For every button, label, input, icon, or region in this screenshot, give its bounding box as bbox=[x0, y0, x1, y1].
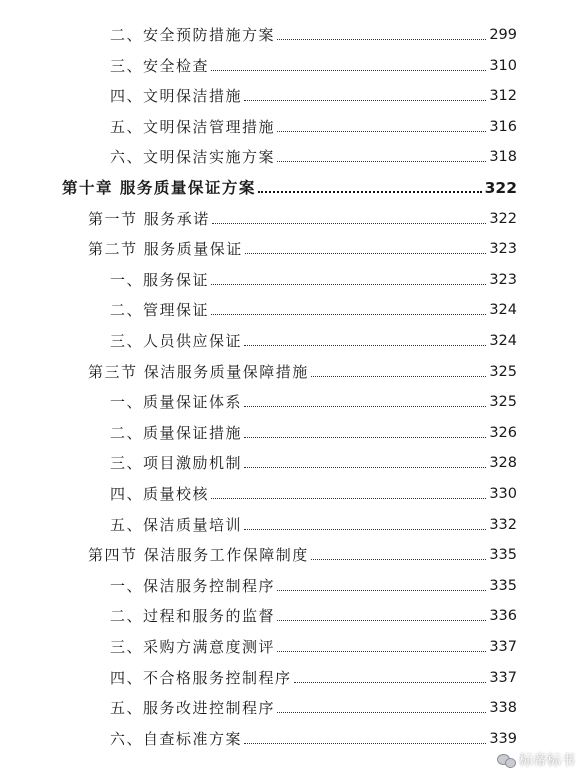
toc-entry-title: 一、保洁服务控制程序 bbox=[110, 576, 276, 595]
toc-page-number: 310 bbox=[489, 57, 517, 74]
toc-entry-title: 二、过程和服务的监督 bbox=[110, 607, 276, 626]
toc-dot-leader bbox=[258, 191, 482, 193]
toc-page-number: 325 bbox=[489, 394, 517, 411]
toc-entry-title: 三、人员供应保证 bbox=[110, 332, 243, 350]
toc-entry-title: 四、文明保洁措施 bbox=[110, 87, 243, 106]
toc-subsection-entry[interactable] bbox=[110, 52, 517, 76]
toc-entry-title: 二、管理保证 bbox=[110, 301, 210, 320]
toc-subsection-entry[interactable] bbox=[110, 388, 517, 412]
watermark bbox=[497, 750, 575, 770]
toc-entry-title: 五、保洁质量培训 bbox=[110, 515, 243, 534]
toc-entry-title: 二、安全预防措施方案 bbox=[110, 26, 276, 44]
toc-subsection-entry[interactable] bbox=[110, 480, 517, 504]
toc-entry-title: 三、项目激励机制 bbox=[110, 454, 243, 473]
toc-entry-title: 五、服务改进控制程序 bbox=[110, 699, 276, 718]
toc-page-number: 299 bbox=[489, 27, 517, 43]
toc-entry-title: 六、文明保洁实施方案 bbox=[110, 148, 276, 167]
toc-dot-leader bbox=[277, 131, 486, 132]
toc-entry-title: 一、质量保证体系 bbox=[110, 393, 243, 412]
toc-entry-title: 第四节 保洁服务工作保障制度 bbox=[88, 546, 309, 565]
toc-dot-leader bbox=[244, 529, 486, 530]
toc-page-number: 322 bbox=[489, 210, 517, 227]
toc-dot-leader bbox=[244, 100, 486, 101]
toc-dot-leader bbox=[294, 682, 487, 683]
toc-subsection-entry[interactable] bbox=[110, 296, 517, 320]
toc-subsection-entry[interactable] bbox=[110, 511, 517, 535]
toc-page-number: 338 bbox=[489, 700, 517, 717]
toc-page-number: 328 bbox=[489, 455, 517, 472]
toc-dot-leader bbox=[277, 161, 486, 162]
wechat-icon bbox=[497, 753, 515, 767]
toc-dot-leader bbox=[244, 406, 486, 407]
toc-subsection-entry[interactable] bbox=[110, 694, 517, 718]
toc-entry-title: 五、文明保洁管理措施 bbox=[110, 117, 276, 136]
toc-page-number: 323 bbox=[489, 271, 517, 288]
toc-dot-leader bbox=[244, 437, 486, 438]
toc-entry-title: 二、质量保证措施 bbox=[110, 423, 243, 442]
toc-subsection-entry[interactable] bbox=[110, 21, 517, 45]
toc-page-number: 332 bbox=[489, 516, 517, 533]
toc-page-number: 326 bbox=[489, 424, 517, 441]
toc-dot-leader bbox=[211, 498, 486, 499]
toc-section-entry[interactable] bbox=[88, 358, 517, 382]
toc-page-number: 323 bbox=[489, 241, 517, 258]
toc-entry-title: 四、质量校核 bbox=[110, 485, 210, 503]
toc-entry-title: 第二节 服务质量保证 bbox=[88, 240, 243, 259]
toc-dot-leader bbox=[211, 70, 486, 71]
toc-dot-leader bbox=[277, 620, 486, 621]
toc-page-number: 335 bbox=[489, 577, 517, 594]
toc-dot-leader bbox=[211, 314, 486, 315]
toc-subsection-entry[interactable] bbox=[110, 664, 517, 688]
toc-subsection-entry[interactable] bbox=[110, 633, 517, 657]
toc-page-number: 336 bbox=[489, 608, 517, 625]
toc-dot-leader bbox=[277, 39, 486, 40]
toc-entry-title: 四、不合格服务控制程序 bbox=[110, 668, 292, 687]
toc-dot-leader bbox=[244, 743, 486, 744]
toc-entry-title: 第一节 服务承诺 bbox=[88, 209, 210, 228]
toc-dot-leader bbox=[311, 559, 487, 560]
toc-page-number: 318 bbox=[489, 149, 517, 166]
toc-page-number: 337 bbox=[489, 639, 517, 655]
toc-section-entry[interactable] bbox=[88, 541, 517, 565]
toc-page-number: 324 bbox=[489, 333, 517, 349]
toc-dot-leader bbox=[277, 590, 486, 591]
toc-page-number: 325 bbox=[489, 363, 517, 380]
toc-page-number: 339 bbox=[489, 730, 517, 747]
toc-subsection-entry[interactable] bbox=[110, 602, 517, 626]
toc-page-number: 316 bbox=[489, 118, 517, 135]
watermark-text: 标帝标书 bbox=[519, 753, 575, 769]
toc-entry-title: 一、服务保证 bbox=[110, 270, 210, 289]
toc-subsection-entry[interactable] bbox=[110, 449, 517, 473]
toc-page-number: 335 bbox=[489, 547, 517, 564]
toc-subsection-entry[interactable] bbox=[110, 572, 517, 596]
toc-dot-leader bbox=[244, 467, 486, 468]
toc-page-number: 322 bbox=[484, 179, 517, 197]
toc-entry-title: 三、采购方满意度测评 bbox=[110, 638, 276, 656]
toc-entry-title: 三、安全检查 bbox=[110, 56, 210, 75]
toc-dot-leader bbox=[244, 345, 486, 346]
toc-subsection-entry[interactable] bbox=[110, 143, 517, 167]
toc-chapter-entry[interactable] bbox=[62, 174, 517, 198]
toc-subsection-entry[interactable] bbox=[110, 113, 517, 137]
toc-page-number: 312 bbox=[489, 88, 517, 105]
toc-page-number: 337 bbox=[489, 669, 517, 686]
toc-subsection-entry[interactable] bbox=[110, 419, 517, 443]
toc-page-number: 324 bbox=[489, 302, 517, 319]
toc-entry-title: 第十章 服务质量保证方案 bbox=[62, 179, 256, 197]
toc-dot-leader bbox=[277, 651, 486, 652]
toc-section-entry[interactable] bbox=[88, 235, 517, 259]
toc-dot-leader bbox=[211, 284, 486, 285]
toc-subsection-entry[interactable] bbox=[110, 266, 517, 290]
toc-entry-title: 六、自查标准方案 bbox=[110, 729, 243, 748]
toc-entry-title: 第三节 保洁服务质量保障措施 bbox=[88, 362, 309, 381]
toc-dot-leader bbox=[277, 712, 486, 713]
toc-subsection-entry[interactable] bbox=[110, 725, 517, 749]
toc-dot-leader bbox=[311, 376, 487, 377]
toc-subsection-entry[interactable] bbox=[110, 327, 517, 351]
toc-dot-leader bbox=[212, 223, 487, 224]
toc-page-number: 330 bbox=[489, 486, 517, 502]
toc-dot-leader bbox=[245, 253, 487, 254]
toc-subsection-entry[interactable] bbox=[110, 82, 517, 106]
toc-section-entry[interactable] bbox=[88, 205, 517, 229]
